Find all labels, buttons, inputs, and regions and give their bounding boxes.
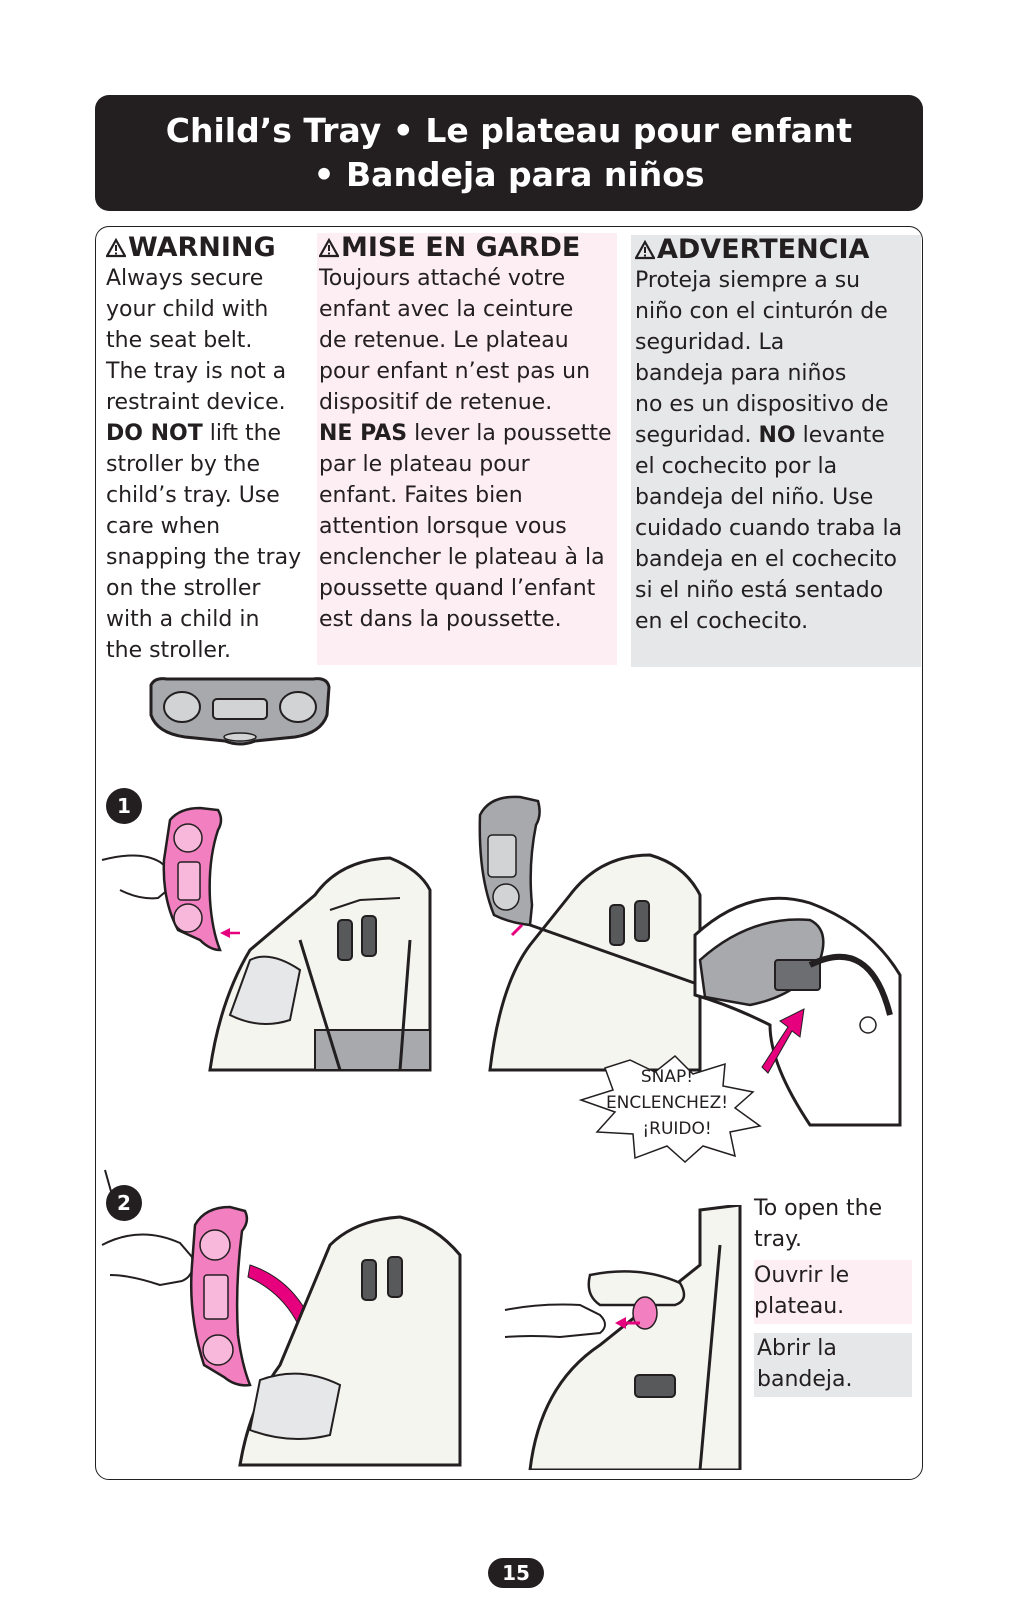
snap-text-fr: ENCLENCHEZ! xyxy=(605,1093,729,1113)
step-2-badge: 2 xyxy=(106,1185,142,1221)
text-line: enfant. Faites bien xyxy=(319,483,523,508)
text-line: poussette quand l’enfant xyxy=(319,576,596,601)
text-line: dispositif de retenue. xyxy=(319,390,553,415)
text-line: seguridad. La xyxy=(635,330,785,355)
text-line: restraint device. xyxy=(106,390,286,415)
text-line: attention lorsque vous xyxy=(319,514,567,539)
open-tray-es xyxy=(754,1333,912,1397)
text-line: care when xyxy=(106,514,221,539)
text-line: bandeja en el cochecito xyxy=(635,547,898,572)
text-line: enclencher le plateau à la xyxy=(319,545,605,570)
text-line: Toujours attaché votre xyxy=(319,266,566,291)
warning-fr-heading: MISE EN GARDE xyxy=(317,233,617,263)
text-line: pour enfant n’est pas un xyxy=(319,359,591,384)
warning-triangle-icon xyxy=(635,240,655,260)
page-header xyxy=(95,95,923,211)
text-line: snapping the tray xyxy=(106,545,302,570)
text-line: no es un dispositivo de xyxy=(635,392,889,417)
text-line: en el cochecito. xyxy=(635,609,809,634)
warning-en xyxy=(106,233,311,666)
warning-es-heading: ADVERTENCIA xyxy=(631,235,921,265)
text-line: bandeja. xyxy=(757,1367,853,1392)
text-line: plateau. xyxy=(754,1294,845,1319)
text-line: on the stroller xyxy=(106,576,261,601)
text-line: NE PAS lever la poussette xyxy=(319,421,612,446)
text-line: DO NOT lift the xyxy=(106,421,282,446)
page-title xyxy=(95,95,923,197)
text-line: with a child in xyxy=(106,607,260,632)
text-line: par le plateau pour xyxy=(319,452,530,477)
text-line: the stroller. xyxy=(106,638,231,663)
text-line: your child with xyxy=(106,297,269,322)
text-line: Abrir la xyxy=(757,1336,837,1361)
text-line: To open the xyxy=(754,1196,883,1221)
text-line: est dans la poussette. xyxy=(319,607,562,632)
text-line: el cochecito por la xyxy=(635,454,838,479)
warning-en-heading: WARNING xyxy=(106,233,311,263)
page-number: 15 xyxy=(488,1558,544,1588)
text-line: seguridad. NO levante xyxy=(635,423,885,448)
warning-triangle-icon xyxy=(319,238,339,258)
snap-burst xyxy=(575,1050,770,1165)
text-line: Always secure xyxy=(106,266,264,291)
text-line: the seat belt. xyxy=(106,328,253,353)
snap-text-es: ¡RUIDO! xyxy=(642,1119,712,1139)
text-line: cuidado cuando traba la xyxy=(635,516,903,541)
open-tray-en xyxy=(754,1193,914,1255)
warning-triangle-icon xyxy=(106,238,126,258)
warning-fr xyxy=(317,233,617,665)
text-line: Proteja siempre a su xyxy=(635,268,861,293)
text-line: si el niño está sentado xyxy=(635,578,884,603)
text-line: bandeja del niño. Use xyxy=(635,485,874,510)
text-line: de retenue. Le plateau xyxy=(319,328,569,353)
text-line: niño con el cinturón de xyxy=(635,299,888,324)
snap-text-en: SNAP! xyxy=(640,1067,694,1087)
step-2-illustration xyxy=(100,1165,465,1470)
text-line: enfant avec la ceinture xyxy=(319,297,574,322)
tray-illustration xyxy=(145,675,335,750)
warning-es xyxy=(631,235,921,667)
open-tray-fr xyxy=(754,1260,912,1324)
title-line-1: Child’s Tray • Le plateau pour enfant xyxy=(165,111,853,150)
text-line: Ouvrir le xyxy=(754,1263,850,1288)
text-line: stroller by the xyxy=(106,452,260,477)
step-1-illustration xyxy=(100,800,435,1075)
open-tray-illustration xyxy=(500,1205,745,1470)
text-line: child’s tray. Use xyxy=(106,483,280,508)
step-1-badge: 1 xyxy=(106,788,142,824)
text-line: The tray is not a xyxy=(106,359,287,384)
title-line-2: • Bandeja para niños xyxy=(313,155,705,194)
text-line: bandeja para niños xyxy=(635,361,847,386)
text-line: tray. xyxy=(754,1227,803,1252)
